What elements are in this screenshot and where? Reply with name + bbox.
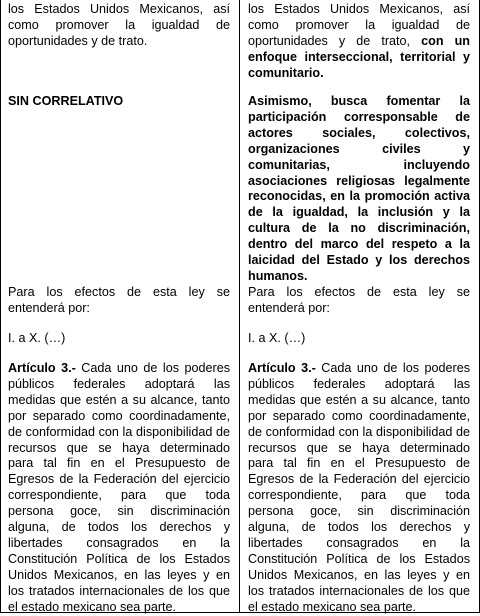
right-fracciones-cell bbox=[248, 331, 470, 347]
right-intro-cell bbox=[248, 2, 470, 82]
left-intro-text: los Estados Unidos Mexicanos, así como promover la igualdad de oportunidades y de trato. bbox=[8, 2, 230, 48]
column-divider bbox=[239, 0, 240, 612]
right-fracciones-text: I. a X. (…) bbox=[248, 331, 306, 345]
left-articulo-cell bbox=[8, 361, 230, 616]
right-asimismo-text: Asimismo, busca fomentar la participación corresponsable de actores sociales, colectivos, organizaciones civiles y comunitarias, incluyendo asociaciones religiosas legalmente reconocidas, en la promoción activa de la igualdad, la inclusión y la cultura de la no discriminación, dentro del marco del respeto a la laicidad del Estado y los derechos humanos. bbox=[248, 94, 470, 283]
left-articulo-text: Cada uno de los poderes públicos federales adoptará las medidas que estén a su alcance, tanto por separado como coordinadamente, de conformidad con la disponibilidad de recursos que se haya determinado para tal fin en el Presupuesto de Egresos de la Federación del ejercicio correspondiente, para que toda persona goce, sin discriminación alguna, de todos los derechos y libertades consagrados en la Constitución Política de los Estados Unidos Mexicanos, en las leyes y en los tratados internacionales de los que el estado mexicano sea parte. bbox=[8, 361, 230, 614]
right-efectos-text: Para los efectos de esta ley se entenderá por: bbox=[248, 285, 470, 315]
left-intro-cell bbox=[8, 2, 230, 50]
right-intro-added-text: con un enfoque interseccional, territorial y comunitario. bbox=[248, 33, 470, 80]
right-intro-paragraph bbox=[248, 2, 470, 82]
left-articulo-paragraph bbox=[8, 361, 230, 616]
right-articulo-cell bbox=[248, 361, 470, 616]
right-articulo-paragraph bbox=[248, 361, 470, 616]
right-intro-text: los Estados Unidos Mexicanos, así como promover la igualdad de oportunidades y de trato, bbox=[248, 2, 470, 48]
table-border-left bbox=[0, 0, 1, 612]
left-articulo-label: Artículo 3.- bbox=[8, 361, 76, 375]
left-efectos-cell bbox=[8, 285, 230, 317]
right-asimismo-cell bbox=[248, 94, 470, 285]
left-sin-correlativo-cell bbox=[8, 94, 230, 110]
left-efectos-text: Para los efectos de esta ley se entenderá por: bbox=[8, 285, 230, 315]
right-efectos-cell bbox=[248, 285, 470, 317]
right-articulo-text: Cada uno de los poderes públicos federales adoptará las medidas que estén a su alcance, tanto por separado como coordinadamente, de conformidad con la disponibilidad de recursos que se haya determinado para tal fin en el Presupuesto de Egresos de la Federación del ejercicio correspondiente, para que toda persona goce, sin discriminación alguna, de todos los derechos y libertades consagrados en la Constitución Política de los Estados Unidos Mexicanos, en las leyes y en los tratados internacionales de los que el estado mexicano sea parte. bbox=[248, 361, 470, 614]
left-fracciones-cell bbox=[8, 331, 230, 347]
sin-correlativo-label: SIN CORRELATIVO bbox=[8, 94, 124, 108]
right-articulo-label: Artículo 3.- bbox=[248, 361, 316, 375]
left-fracciones-text: I. a X. (…) bbox=[8, 331, 66, 345]
